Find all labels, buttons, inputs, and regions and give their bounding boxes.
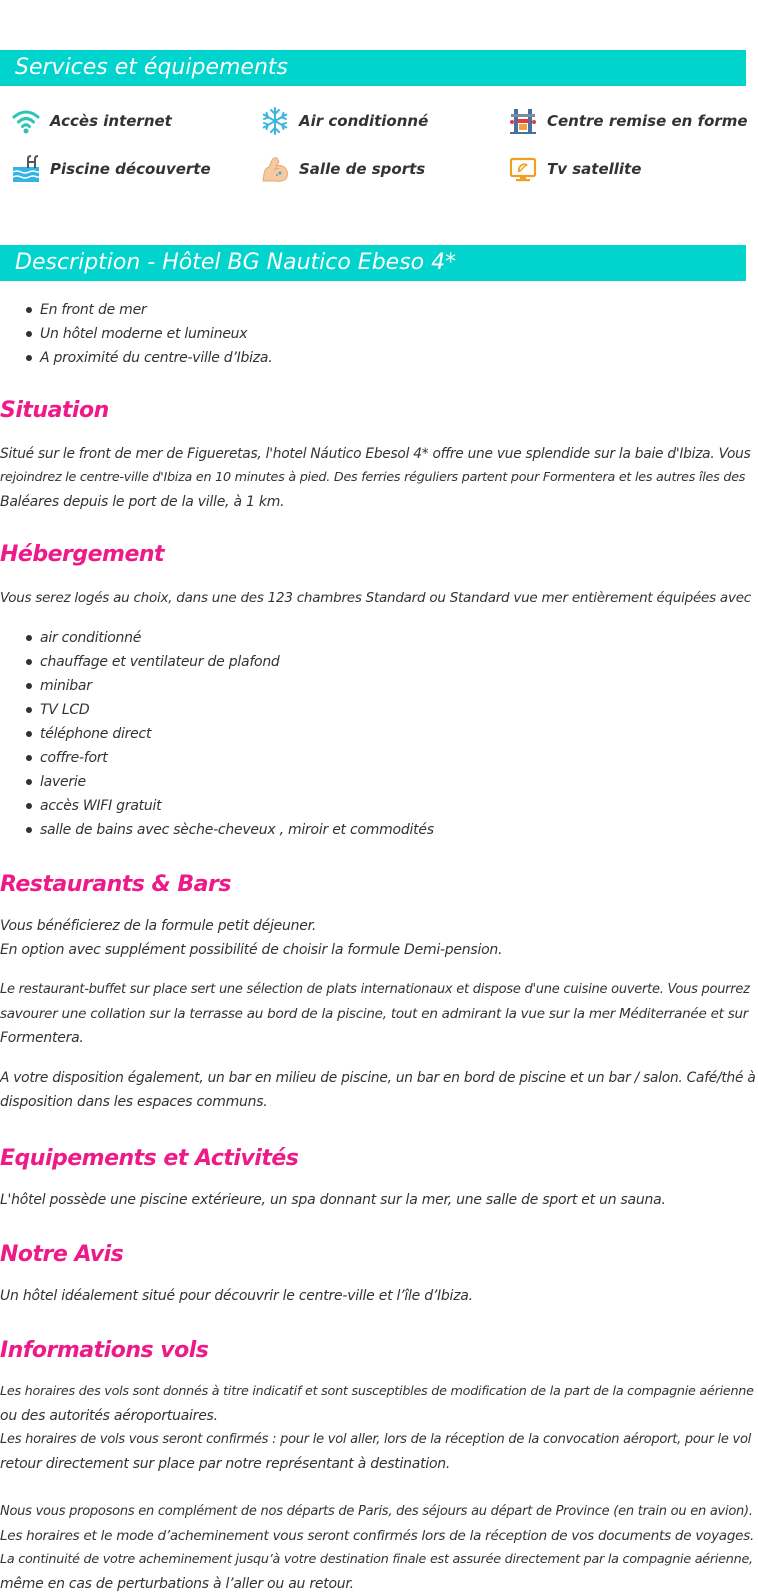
service-label: Centre remise en forme [547, 112, 748, 130]
list-item: A proximité du centre-ville d’Ibiza. [40, 346, 272, 370]
hebergement-intro: Vous serez logés au choix, dans une des 123 chambres Standard ou Standard vue mer entièrement équipées avec [0, 590, 751, 606]
vols-text-2: Nous vous proposons en complément de nos départs de Paris, des séjours au départ de Province (en train ou en avion). Les horaires et le mode d’acheminement vous seront confirmés lors de la réception de vos documents de voyages. La continuité de votre acheminement jusqu’à votre destination finale est assurée directement par la compagnie aérienne, même en cas de perturbations à l’aller ou au retour. [0, 1504, 755, 1592]
muscle-icon [259, 154, 291, 184]
service-label: Piscine découverte [50, 160, 211, 178]
equipements-text: L'hôtel possède une piscine extérieure, un spa donnant sur la mer, une salle de sport et un sauna. [0, 1192, 666, 1208]
list-item: minibar [40, 674, 434, 698]
service-sports-hall [259, 154, 425, 184]
vols-text-1: Les horaires des vols sont donnés à titre indicatif et sont susceptibles de modification de la part de la compagnie aérienne ou des autorités aéroportuaires. Les horaires de vols vous seront confirmés : pour le vol aller, lors de la réception de la convocation aéroport, pour le vol retour directement sur place par notre représentant à destination. [0, 1384, 754, 1472]
room-amenities-list [0, 626, 434, 842]
restaurants-text-3: A votre disposition également, un bar en milieu de piscine, un bar en bord de piscine et un bar / salon. Café/thé à disposition dans les espaces communs. [0, 1070, 756, 1110]
list-item: air conditionné [40, 626, 434, 650]
service-satellite-tv [507, 154, 641, 184]
service-pool [10, 154, 211, 184]
list-item: Un hôtel moderne et lumineux [40, 322, 272, 346]
restaurants-text-2: Le restaurant-buffet sur place sert une sélection de plats internationaux et dispose d'une cuisine ouverte. Vous pourrez savourer une collation sur la terrasse au bord de la piscine, tout en admirant la vue sur la mer Méditerranée et sur Formentera. [0, 982, 750, 1046]
description-header: Description - Hôtel BG Nautico Ebeso 4* [0, 245, 746, 281]
hebergement-heading: Hébergement [0, 542, 165, 567]
services-header: Services et équipements [0, 50, 746, 86]
service-label: Accès internet [50, 112, 172, 130]
avis-heading: Notre Avis [0, 1242, 124, 1267]
restaurants-heading: Restaurants & Bars [0, 872, 231, 897]
situation-text: Situé sur le front de mer de Figueretas, l'hotel Náutico Ebesol 4* offre une vue splendide sur la baie d'Ibiza. Vous rejoindrez le centre-ville d'Ibiza en 10 minutes à pied. Des ferries réguliers partent pour Formentera et les autres îles des Baléares depuis le port de la ville, à 1 km. [0, 446, 751, 510]
list-item: coffre-fort [40, 746, 434, 770]
list-item: TV LCD [40, 698, 434, 722]
wifi-icon [10, 106, 42, 136]
vols-heading: Informations vols [0, 1338, 209, 1363]
list-item: téléphone direct [40, 722, 434, 746]
pool-icon [10, 154, 42, 184]
restaurants-text-1: Vous bénéficierez de la formule petit déjeuner. En option avec supplément possibilité de choisir la formule Demi-pension. [0, 918, 503, 958]
avis-text: Un hôtel idéalement situé pour découvrir le centre-ville et l’île d’Ibiza. [0, 1288, 473, 1304]
description-highlights [0, 298, 272, 370]
snowflake-icon [259, 106, 291, 136]
service-air-conditioning [259, 106, 428, 136]
service-label: Air conditionné [299, 112, 429, 130]
situation-heading: Situation [0, 398, 109, 423]
service-label: Salle de sports [299, 160, 426, 178]
list-item: salle de bains avec sèche-cheveux , miroir et commodités [40, 818, 434, 842]
list-item: chauffage et ventilateur de plafond [40, 650, 434, 674]
list-item: laverie [40, 770, 434, 794]
equipements-heading: Equipements et Activités [0, 1146, 299, 1171]
service-label: Tv satellite [547, 160, 642, 178]
satellite-tv-icon [507, 154, 539, 184]
service-internet [10, 106, 172, 136]
fitness-icon [507, 106, 539, 136]
list-item: accès WIFI gratuit [40, 794, 434, 818]
list-item: En front de mer [40, 298, 272, 322]
service-fitness [507, 106, 748, 136]
